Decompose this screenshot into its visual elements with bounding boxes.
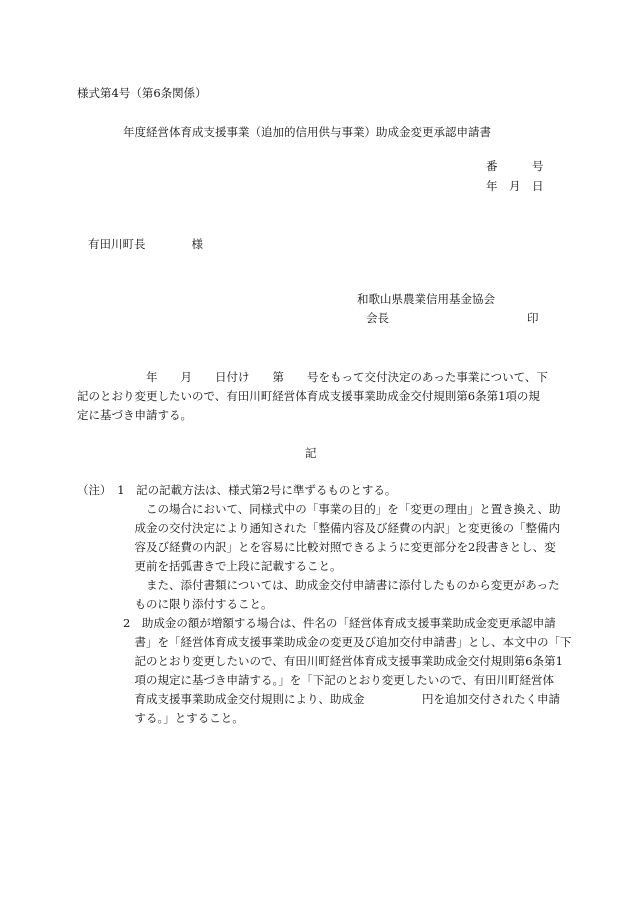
note-line: 記のとおり変更したいので、有田川町経営体育成支援事業助成金交付規則第6条第1: [77, 654, 563, 668]
ki-heading: 記: [305, 446, 317, 460]
body-line: 年 月 日付け 第 号をもって交付決定のあった事業について、下: [77, 370, 548, 384]
note-line: 成金の交付決定により通知された「整備内容及び経費の内訳」と変更後の「整備内: [77, 521, 560, 535]
note-line: する。」とすること。: [77, 711, 244, 725]
note-line: ものに限り添付すること。: [77, 597, 273, 611]
note-line: 2 助成金の額が増額する場合は、件名の「経営体育成支援事業助成金変更承認申請: [77, 616, 556, 630]
applicant-title-seal: 会長 印: [366, 311, 539, 325]
applicant-organization: 和歌山県農業信用基金協会: [357, 292, 495, 306]
note-line: 容及び経費の内訳」とを容易に比較対照できるように変更部分を2段書きとし、変: [77, 540, 556, 554]
body-line: 記のとおり変更したいので、有田川町経営体育成支援事業助成金交付規則第6条第1項の規: [77, 389, 540, 403]
date-label: 年 月 日: [486, 179, 544, 193]
number-label: 番 号: [486, 159, 544, 173]
note-line: 書」を「経営体育成支援事業助成金の変更及び追加交付申請書」とし、本文中の「下: [77, 635, 572, 649]
notes-section: [77, 481, 572, 728]
note-line: 更前を括弧書きで上段に記載すること。: [77, 559, 342, 573]
note-line: （注） 1 記の記載方法は、様式第2号に準ずるものとする。: [77, 483, 397, 497]
note-line: この場合において、同様式中の「事業の目的」を「変更の理由」と置き換え、助: [77, 502, 561, 516]
note-line: また、添付書類については、助成金交付申請書に添付したものから変更があった: [77, 578, 560, 592]
body-paragraph: [77, 368, 555, 425]
form-number: 様式第4号（第6条関係）: [77, 86, 207, 100]
body-line: 定に基づき申請する。: [77, 408, 192, 422]
document-title: 年度経営体育成支援事業（追加的信用供与事業）助成金変更承認申請書: [123, 125, 491, 139]
note-line: 育成支援事業助成金交付規則により、助成金 円を追加交付されたく申請: [77, 692, 560, 706]
note-line: 項の規定に基づき申請する。」を「下記のとおり変更したいので、有田川町経営体: [77, 673, 555, 687]
addressee: 有田川町長 様: [88, 237, 203, 251]
